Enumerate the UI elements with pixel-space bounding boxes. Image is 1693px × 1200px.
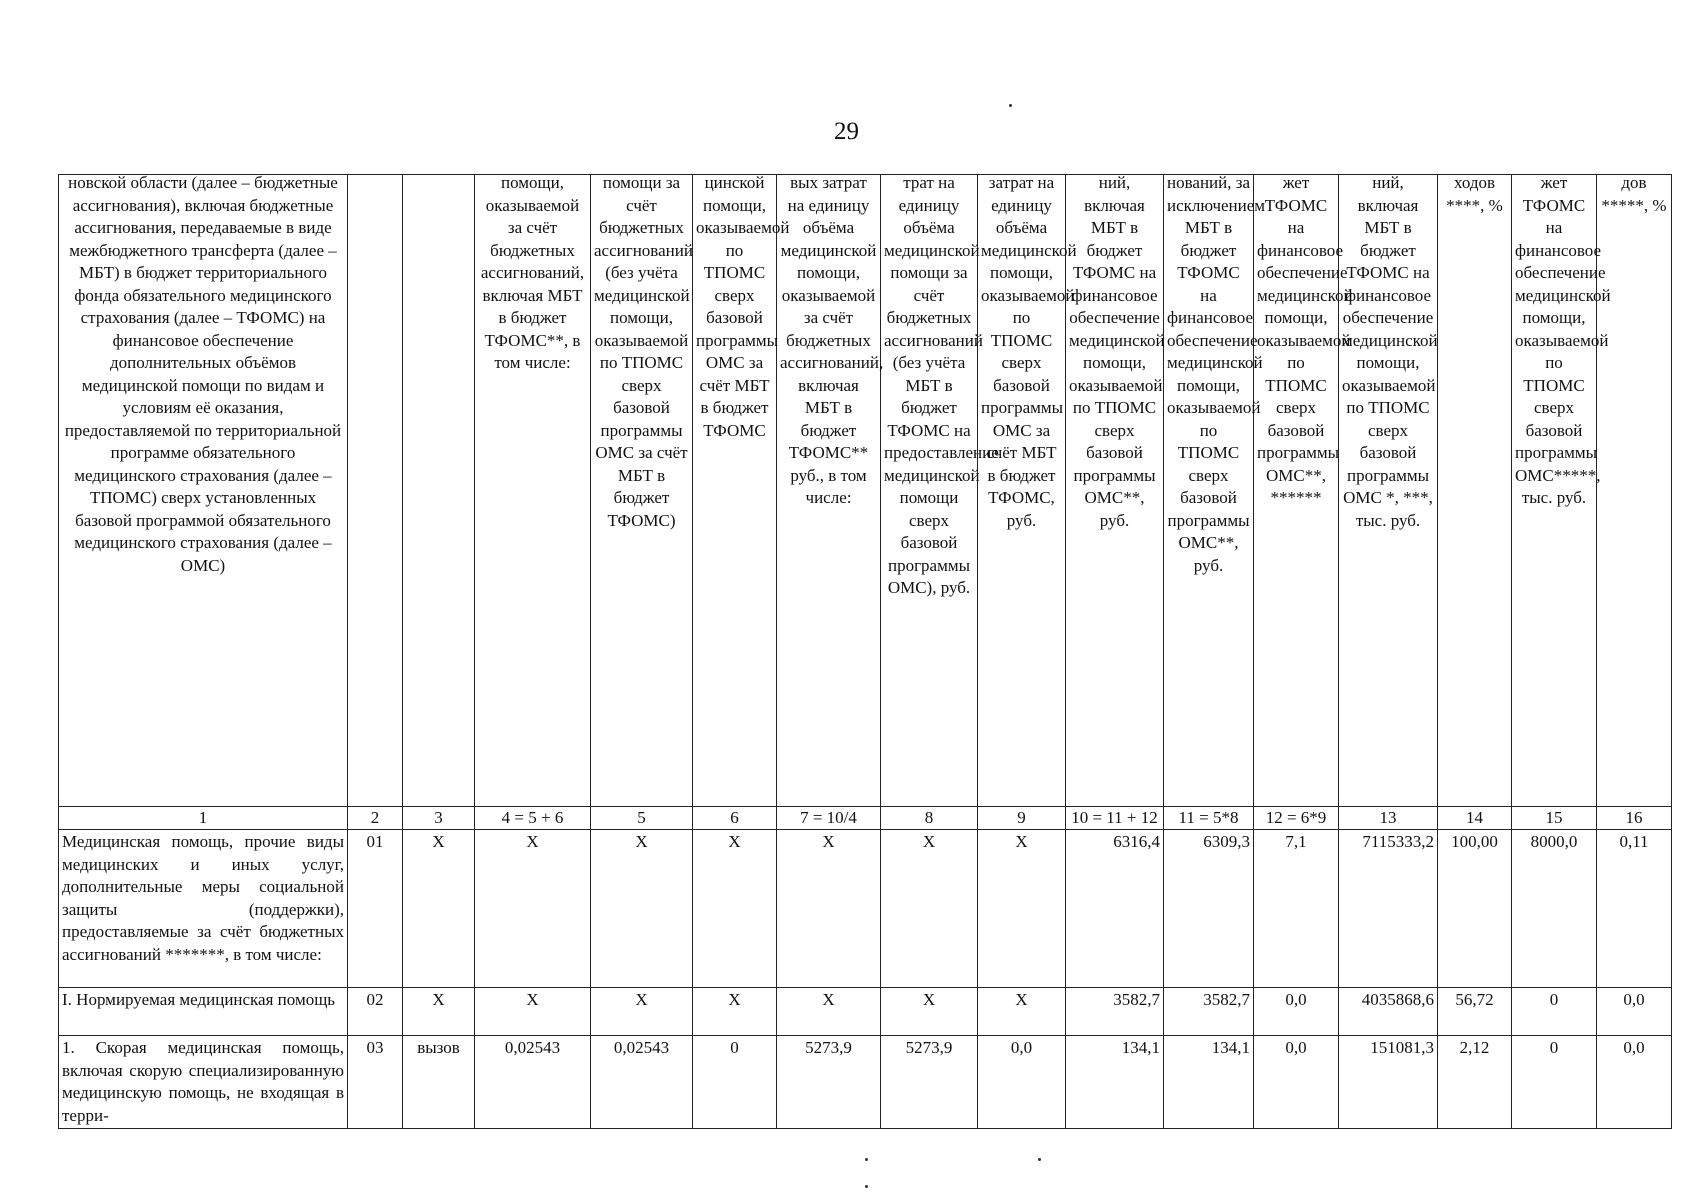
header-cell-col-8: трат на единицу объёма медицинской помощи за счёт бюджетных ассигнований (без учёта МБТ в бюджет ТФОМС на предоставление медицинской помощи сверх базовой программы ОМС), руб. [881,175,978,807]
unit-cell: Х [403,830,475,988]
table-cell: Х [777,830,881,988]
table-cell: Х [978,988,1066,1036]
table-cell: 0 [1512,988,1597,1036]
table-cell: Х [693,830,777,988]
table-cell: 56,72 [1438,988,1512,1036]
header-cell-col-5: помощи за счёт бюджетных ассигнований (без учёта медицинской помощи, оказываемой по ТПОМС сверх базовой программы ОМС за счёт МБТ в бюджет ТФОМС) [591,175,693,807]
table-cell: 4035868,6 [1339,988,1438,1036]
row-label: Медицинская помощь, прочие виды медицинских и иных услуг, дополнительные меры социальной защиты (поддержки), предоставляемые за счёт бюджетных ассигнований *******, в том числе: [59,830,348,988]
column-number: 7 = 10/4 [777,807,881,830]
column-number: 4 = 5 + 6 [475,807,591,830]
row-code: 03 [348,1036,403,1129]
table-cell: 134,1 [1066,1036,1164,1129]
table-cell: 0,0 [1254,1036,1339,1129]
row-label: I. Нормируемая медицинская помощь [59,988,348,1036]
table-cell: 3582,7 [1066,988,1164,1036]
table-cell: Х [881,988,978,1036]
header-cell-col-13: ний, включая МБТ в бюджет ТФОМС на финансовое обеспечение медицинской помощи, оказываемой по ТПОМС сверх базовой программы ОМС *, ***, тыс. руб. [1339,175,1438,807]
column-number: 9 [978,807,1066,830]
column-number: 6 [693,807,777,830]
column-number: 15 [1512,807,1597,830]
column-number-row [59,807,1672,830]
table-cell: 0 [1512,1036,1597,1129]
row-code: 02 [348,988,403,1036]
column-number: 12 = 6*9 [1254,807,1339,830]
table-cell: Х [777,988,881,1036]
table-cell: Х [978,830,1066,988]
table-cell: Х [591,830,693,988]
table-cell: 0,11 [1597,830,1672,988]
header-cell-col-7: вых затрат на единицу объёма медицинской помощи, оказываемой за счёт бюджетных ассигнований, включая МБТ в бюджет ТФОМС** руб., в том числе: [777,175,881,807]
budget-allocation-table [58,174,1672,1129]
column-number: 2 [348,807,403,830]
header-cell-col-15: жет ТФОМС на финансовое обеспечение медицинской помощи, оказываемой по ТПОМС сверх базовой программы ОМС*****, тыс. руб. [1512,175,1597,807]
header-cell-col-11: нований, за исключением МБТ в бюджет ТФОМС на финансовое обеспечение медицинской помощи, оказываемой по ТПОМС сверх базовой программы ОМС**, руб. [1164,175,1254,807]
header-cell-col-14: ходов ****, % [1438,175,1512,807]
table-cell: 0 [693,1036,777,1129]
unit-cell: вызов [403,1036,475,1129]
table-cell: Х [475,988,591,1036]
table-cell: 8000,0 [1512,830,1597,988]
table-cell: 0,02543 [475,1036,591,1129]
row-code: 01 [348,830,403,988]
table-cell: 151081,3 [1339,1036,1438,1129]
page-number: 29 [834,118,859,145]
column-number: 3 [403,807,475,830]
scan-speck [865,1185,868,1188]
column-number: 10 = 11 + 12 [1066,807,1164,830]
table-cell: 134,1 [1164,1036,1254,1129]
header-row [59,175,1672,807]
row-label: 1. Скорая медицинская помощь, включая скорую специализированную медицинскую помощь, не входящая в терри- [59,1036,348,1129]
scan-speck [865,1158,868,1161]
scan-speck [1009,104,1012,107]
table-cell: 5273,9 [777,1036,881,1129]
table-cell: 0,0 [1597,988,1672,1036]
header-cell-col-3 [403,175,475,807]
header-cell-col-16: дов *****, % [1597,175,1672,807]
column-number: 11 = 5*8 [1164,807,1254,830]
table-cell: Х [693,988,777,1036]
table-cell: Х [881,830,978,988]
column-number: 8 [881,807,978,830]
table-cell: 6316,4 [1066,830,1164,988]
table-cell: 0,02543 [591,1036,693,1129]
table-row [59,830,1672,988]
table-cell: Х [475,830,591,988]
header-cell-col-9: затрат на единицу объёма медицинской помощи, оказываемой по ТПОМС сверх базовой программы ОМС за счёт МБТ в бюджет ТФОМС, руб. [978,175,1066,807]
table-cell: 6309,3 [1164,830,1254,988]
table-cell: 2,12 [1438,1036,1512,1129]
column-number: 16 [1597,807,1672,830]
table-row [59,988,1672,1036]
column-number: 5 [591,807,693,830]
header-cell-col-4: помощи, оказываемой за счёт бюджетных ассигнований, включая МБТ в бюджет ТФОМС**, в том числе: [475,175,591,807]
column-number: 1 [59,807,348,830]
table-cell: 3582,7 [1164,988,1254,1036]
header-cell-col-2 [348,175,403,807]
column-number: 13 [1339,807,1438,830]
header-cell-col-12: жет ТФОМС на финансовое обеспечение медицинской помощи, оказываемой по ТПОМС сверх базовой программы ОМС**, ****** [1254,175,1339,807]
table-cell: Х [591,988,693,1036]
header-cell-col-6: цинской помощи, оказываемой по ТПОМС сверх базовой программы ОМС за счёт МБТ в бюджет ТФОМС [693,175,777,807]
table-cell: 7,1 [1254,830,1339,988]
table-cell: 5273,9 [881,1036,978,1129]
header-cell-col-10: ний, включая МБТ в бюджет ТФОМС на финансовое обеспечение медицинской помощи, оказываемой по ТПОМС сверх базовой программы ОМС**, руб. [1066,175,1164,807]
table-cell: 0,0 [1254,988,1339,1036]
table-cell: 0,0 [978,1036,1066,1129]
table-cell: 100,00 [1438,830,1512,988]
column-number: 14 [1438,807,1512,830]
table-row [59,1036,1672,1129]
scan-speck [1038,1158,1041,1161]
unit-cell: Х [403,988,475,1036]
table-cell: 7115333,2 [1339,830,1438,988]
header-cell-col-1: новской области (далее – бюджетные ассигнования), включая бюджетные ассигнования, передаваемые в виде межбюджетного трансферта (далее – МБТ) в бюджет территориального фонда обязательного медицинского страхования (далее – ТФОМС) на финансовое обеспечение дополнительных объёмов медицинской помощи по видам и условиям её оказания, предоставляемой по территориальной программе обязательного медицинского страхования (далее – ТПОМС) сверх установленных базовой программой обязательного медицинского страхования (далее – ОМС) [59,175,348,807]
table-cell: 0,0 [1597,1036,1672,1129]
